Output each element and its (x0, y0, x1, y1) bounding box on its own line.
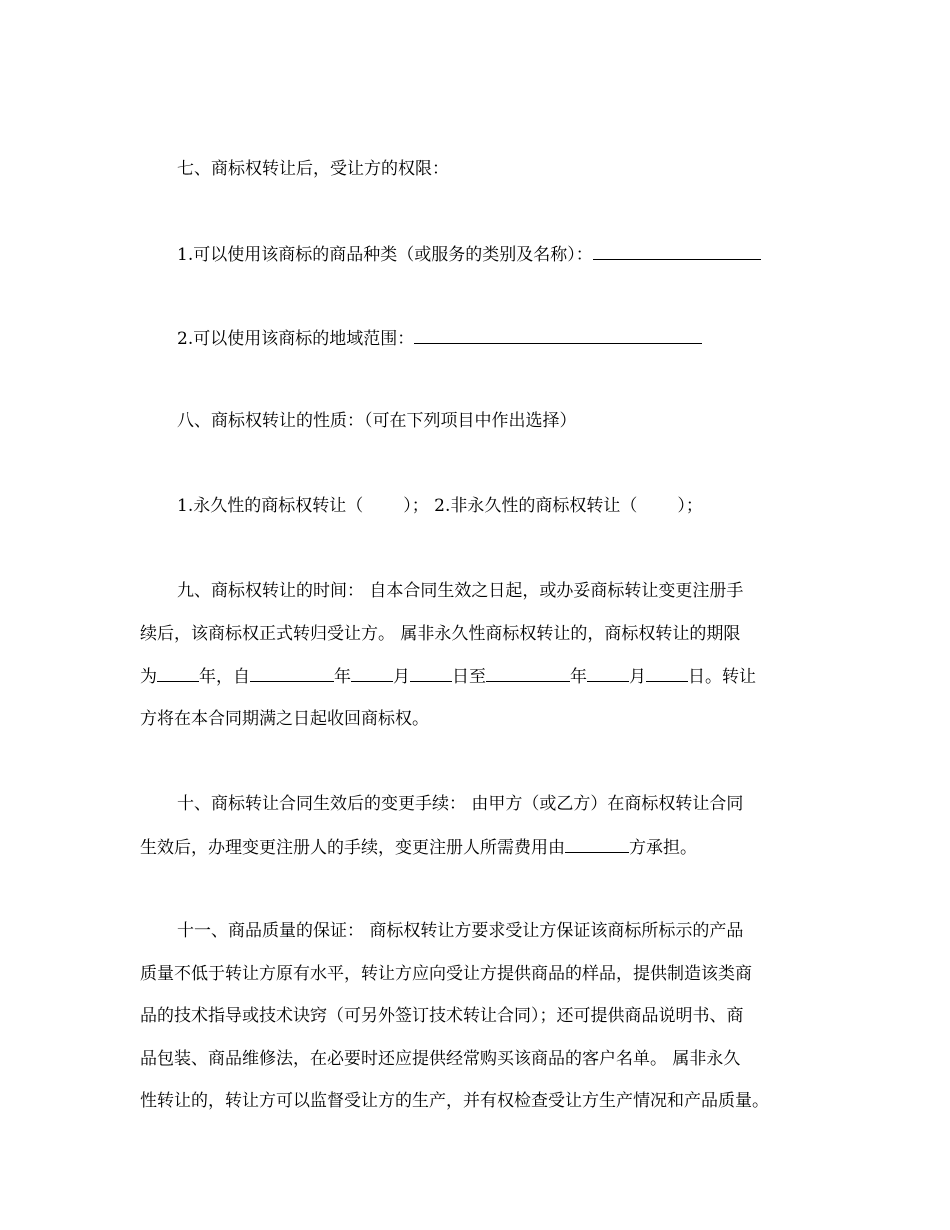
blank-start-month[interactable] (351, 665, 393, 682)
section9-line3: 为 年，自 年 月 日至 年 月 日。转让 (140, 667, 756, 687)
blank-end-year[interactable] (486, 665, 570, 682)
section8-options: 1.永久性的商标权转让（ ）； 2.非永久性的商标权转让（ ）； (177, 496, 703, 516)
section10-line2: 生效后，办理变更注册人的手续，变更注册人所需费用由 方承担。 (140, 838, 697, 858)
section7-item2: 2.可以使用该商标的地域范围： (177, 327, 830, 350)
section11-line4: 品包装、商品维修法，在必要时还应提供经常购买该商品的客户名单。 属非永久 (140, 1049, 741, 1069)
section11-line2: 质量不低于转让方原有水平，转让方应向受让方提供商品的样品，提供制造该类商 (140, 964, 752, 984)
blank-start-year[interactable] (250, 665, 334, 682)
section9-line1: 九、商标权转让的时间： 自本合同生效之日起，或办妥商标转让变更注册手 (177, 581, 744, 601)
blank-term-years[interactable] (157, 665, 199, 682)
section9-line4: 方将在本合同期满之日起收回商标权。 (140, 709, 429, 729)
section10-line1: 十、商标转让合同生效后的变更手续： 由甲方（或乙方）在商标权转让合同 (177, 794, 744, 814)
blank-start-day[interactable] (410, 665, 452, 682)
blank-end-month[interactable] (587, 665, 629, 682)
section7-heading: 七、商标权转让后，受让方的权限： (177, 159, 449, 179)
blank-region-scope[interactable] (414, 327, 702, 344)
blank-goods-category[interactable] (593, 243, 761, 260)
section11-line3: 品的技术指导或技术诀窍（可另外签订技术转让合同）；还可提供商品说明书、商 (140, 1006, 744, 1026)
section11-line5: 性转让的，转让方可以监督受让方的生产，并有权检查受让方生产情况和产品质量。 (140, 1091, 769, 1111)
section11-line1: 十一、商品质量的保证： 商标权转让方要求受让方保证该商标所标示的产品 (177, 921, 744, 941)
blank-end-day[interactable] (646, 665, 688, 682)
blank-fee-party[interactable] (565, 836, 629, 853)
section8-heading: 八、商标权转让的性质：（可在下列项目中作出选择） (177, 411, 577, 431)
section9-line2: 续后，该商标权正式转归受让方。 属非永久性商标权转让的，商标权转让的期限 (140, 624, 741, 644)
section7-item1: 1.可以使用该商标的商品种类（或服务的类别及名称）： (177, 243, 830, 266)
